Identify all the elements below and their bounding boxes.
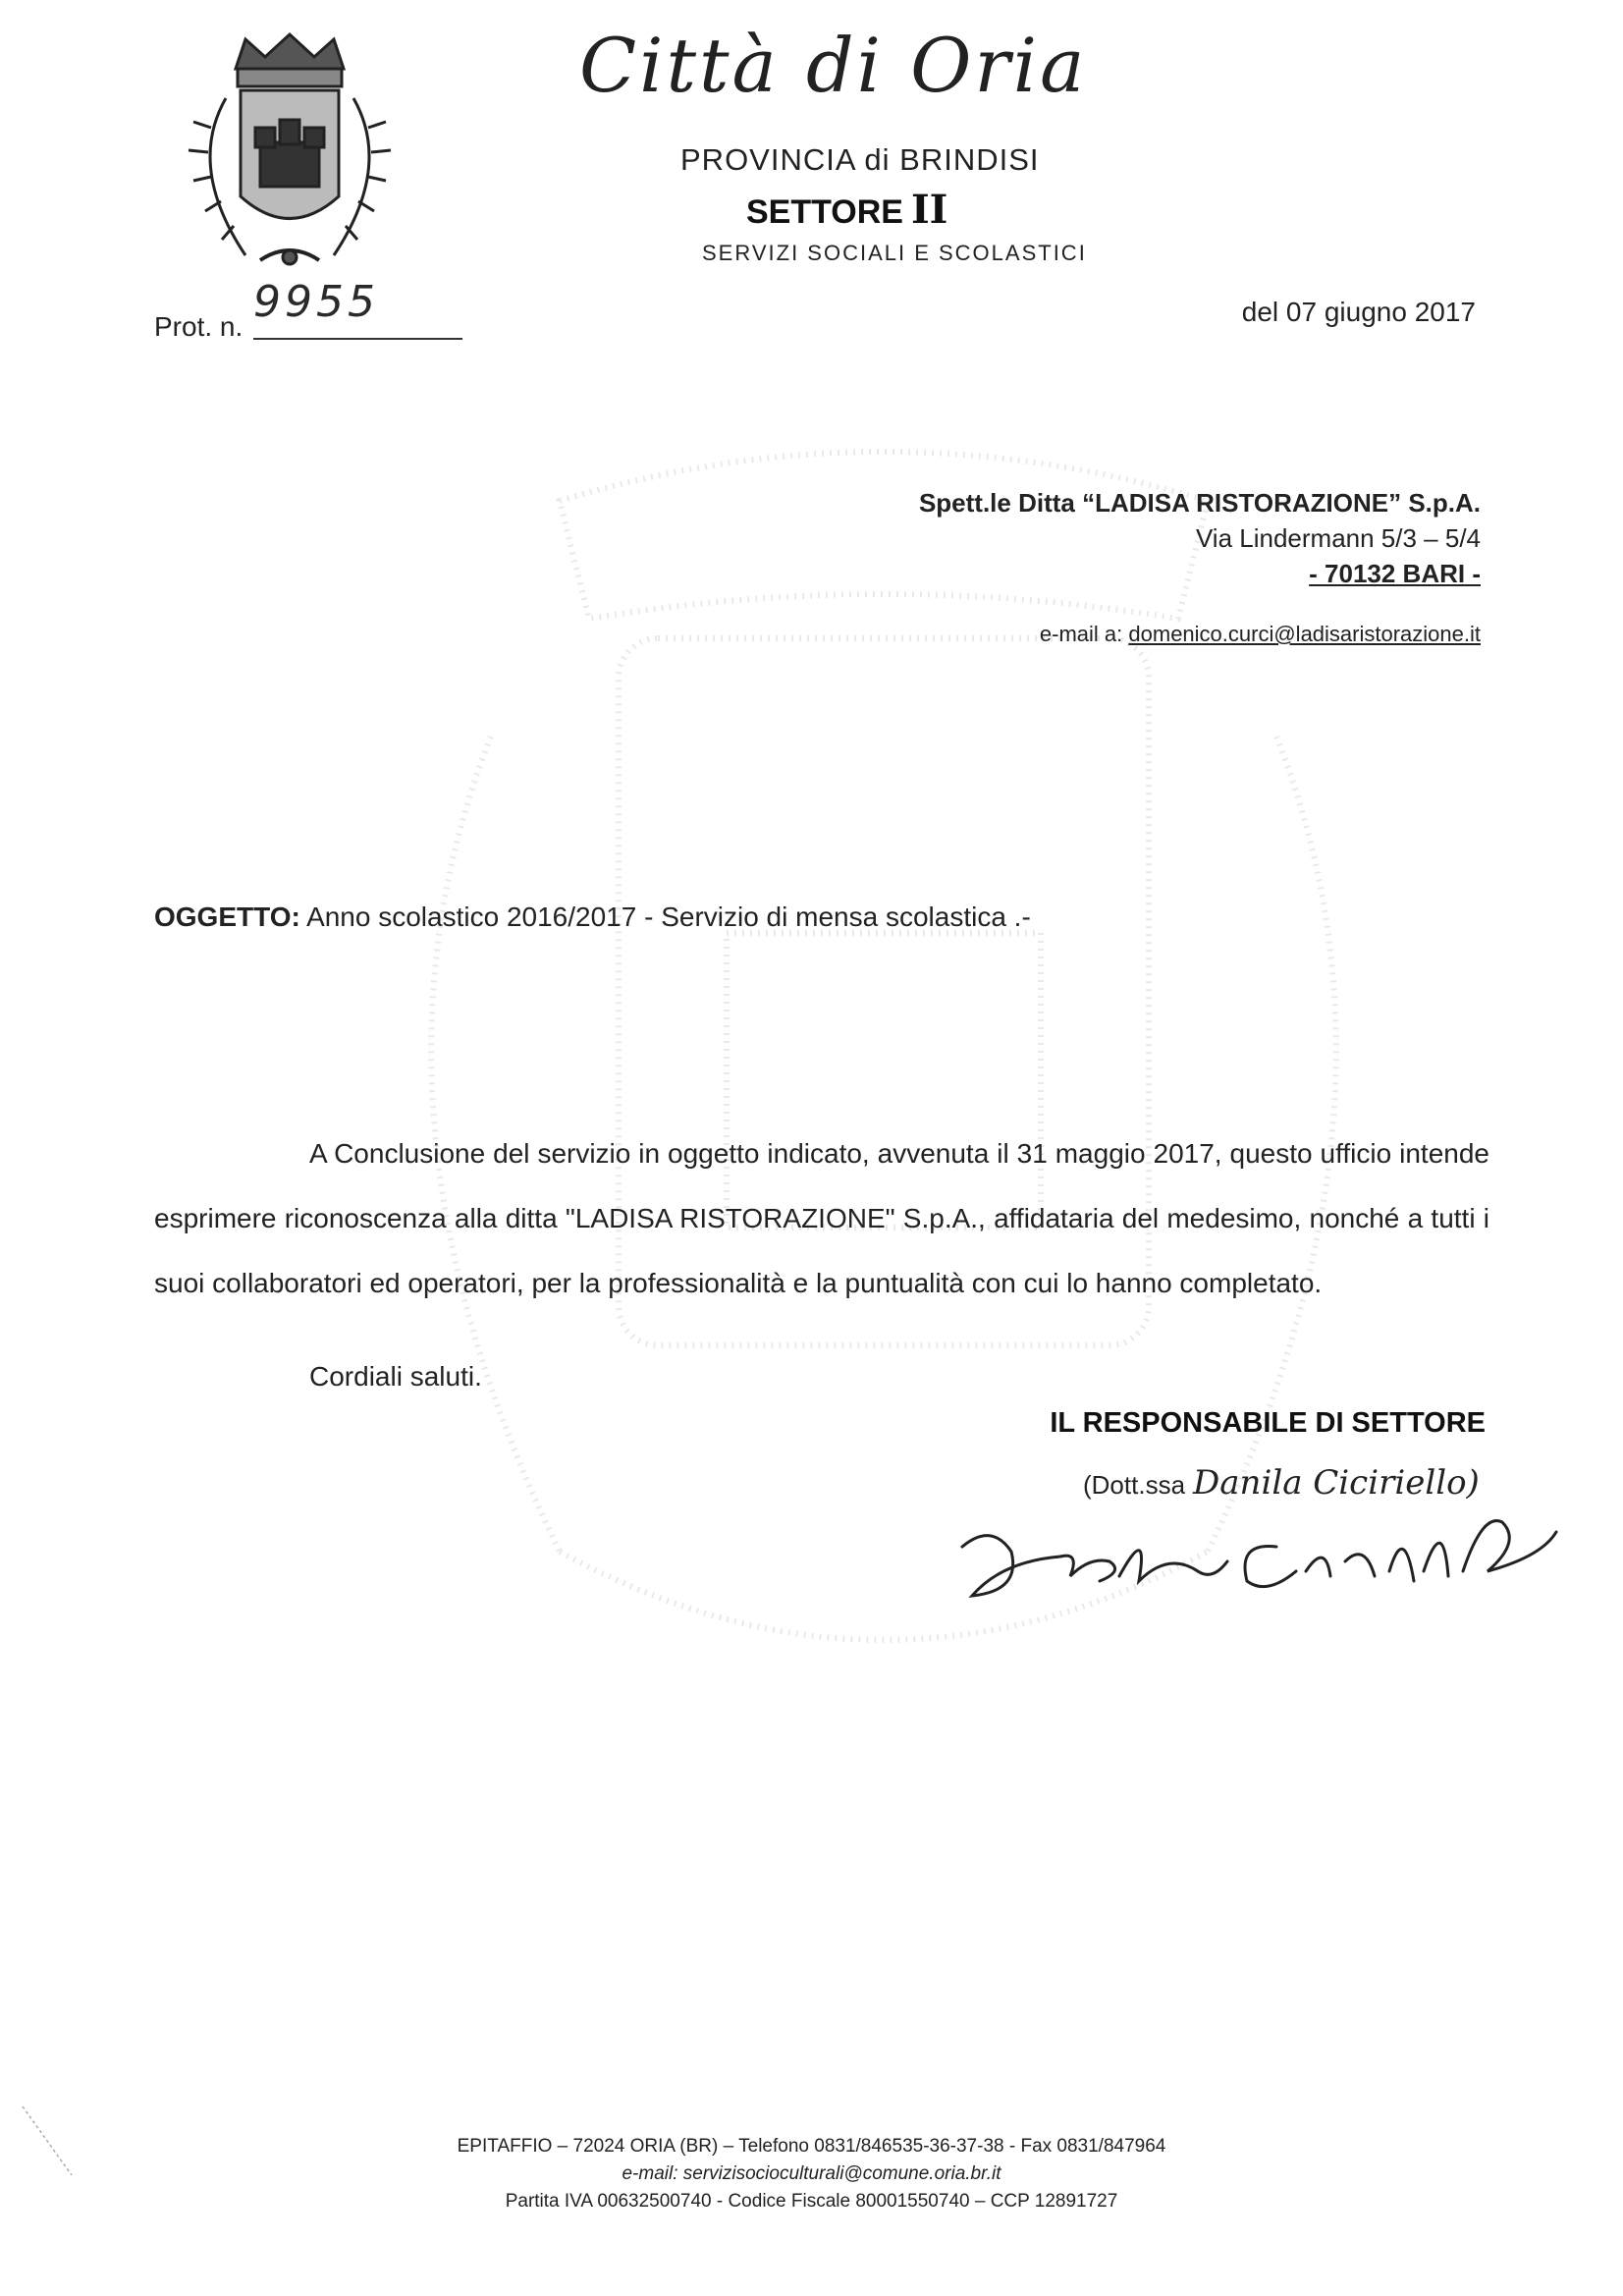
footer-fiscal-info: Partita IVA 00632500740 - Codice Fiscale 80001550740 – CCP 12891727 bbox=[505, 2191, 1118, 2212]
settore-heading bbox=[746, 187, 947, 233]
city-title: Città di Oria bbox=[579, 22, 1088, 109]
closing-salutation: Cordiali saluti. bbox=[309, 1361, 482, 1392]
protocol-label: Prot. n. bbox=[154, 311, 243, 342]
subject-label: OGGETTO: bbox=[154, 902, 300, 932]
signatory-line bbox=[1083, 1463, 1480, 1503]
protocol-underline bbox=[253, 338, 462, 340]
provincia-heading: PROVINCIA di BRINDISI bbox=[680, 142, 1040, 177]
subject-line bbox=[154, 902, 1031, 933]
footer-email: e-mail: servizisocioculturali@comune.oria.br.it bbox=[622, 2163, 1001, 2184]
subject-text: Anno scolastico 2016/2017 - Servizio di mensa scolastica .- bbox=[306, 902, 1031, 932]
department-heading: SERVIZI SOCIALI E SCOLASTICI bbox=[702, 241, 1087, 265]
recipient-email-line bbox=[1040, 622, 1481, 647]
scan-artifact-icon bbox=[18, 2102, 77, 2180]
footer-address: EPITAFFIO – 72024 ORIA (BR) – Telefono 0831/846535-36-37-38 - Fax 0831/847964 bbox=[457, 2136, 1166, 2157]
body-paragraph: A Conclusione del servizio in oggetto indicato, avvenuta il 31 maggio 2017, questo ufficio intende esprimere riconoscenza alla ditta "LADISA RISTORAZIONE" S.p.A., affidataria del medesimo, nonché a tutti i suoi collaboratori ed operatori, per la professionalità e la puntualità con cui lo hanno completato. bbox=[154, 1138, 1489, 1298]
signatory-prefix: (Dott.ssa bbox=[1083, 1470, 1186, 1500]
handwritten-signature-icon bbox=[952, 1503, 1561, 1611]
recipient-city: - 70132 BARI - bbox=[1309, 559, 1481, 588]
settore-label: SETTORE bbox=[746, 193, 903, 231]
recipient-street: Via Lindermann 5/3 – 5/4 bbox=[1195, 523, 1481, 553]
settore-number: II bbox=[910, 187, 948, 233]
coat-of-arms-icon bbox=[167, 29, 412, 295]
recipient-name: Spett.le Ditta “LADISA RISTORAZIONE” S.p.A. bbox=[918, 488, 1481, 518]
signatory-title: IL RESPONSABILE DI SETTORE bbox=[1050, 1407, 1486, 1439]
letter-date: del 07 giugno 2017 bbox=[1241, 297, 1476, 327]
protocol-number: 9955 bbox=[253, 277, 379, 327]
email-label: e-mail a: bbox=[1039, 622, 1123, 646]
recipient-email-link[interactable]: domenico.curci@ladisaristorazione.it bbox=[1128, 622, 1481, 646]
signatory-name: Danila Ciciriello) bbox=[1193, 1463, 1480, 1503]
